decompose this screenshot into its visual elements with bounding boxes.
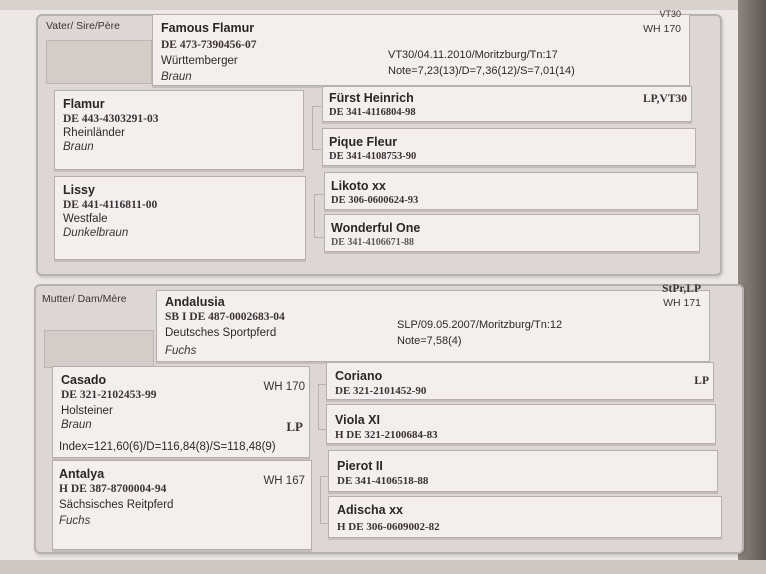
sire-dam-name: Lissy [63, 183, 95, 197]
sire-height: WH 170 [643, 23, 681, 35]
ss-sire-badge: LP,VT30 [643, 93, 687, 105]
sire-sire-breed: Rheinländer [63, 127, 126, 139]
ds-sire-badge: LP [694, 375, 709, 387]
sire-sire-name: Flamur [63, 97, 105, 111]
background-strip-bottom [0, 560, 766, 574]
dam-sire-badge: LP [286, 419, 303, 434]
sire-badge-top: VT30 [659, 9, 681, 19]
dam-sire-name: Casado [61, 373, 107, 387]
sd-sire-card [324, 172, 698, 210]
dam-sire-height: WH 170 [263, 381, 305, 393]
dd-dam-card [328, 496, 722, 538]
dam-test: SLP/09.05.2007/Moritzburg/Tn:12 [397, 319, 563, 331]
dam-sire-card [52, 366, 310, 458]
sire-dam-breed: Westfale [63, 213, 108, 225]
sd-sire-name: Likoto xx [331, 179, 386, 193]
ss-sire-card [322, 86, 692, 122]
dd-dam-reg: H DE 306-0609002-82 [337, 521, 440, 533]
sire-dam-reg: DE 441-4116811-00 [63, 199, 158, 211]
ds-sire-name: Coriano [335, 369, 383, 383]
dd-sire-name: Pierot II [337, 459, 383, 473]
sd-sire-reg: DE 306-0600624-93 [331, 195, 419, 206]
sire-dam-card [54, 176, 306, 260]
dam-dam-name: Antalya [59, 467, 105, 481]
ss-dam-name: Pique Fleur [329, 135, 398, 149]
sire-breed: Württemberger [161, 55, 238, 67]
dam-sire-reg: DE 321-2102453-99 [61, 389, 157, 401]
sd-dam-reg: DE 341-4106671-88 [331, 237, 415, 248]
dam-main-card [156, 283, 710, 362]
dam-scores: Note=7,58(4) [397, 335, 462, 347]
sire-test: VT30/04.11.2010/Moritzburg/Tn:17 [388, 49, 558, 61]
dam-dam-card [52, 460, 312, 550]
ds-sire-card [326, 362, 714, 400]
dam-dam-color: Fuchs [59, 515, 91, 527]
dam-color: Fuchs [165, 345, 197, 357]
sire-sire-card [54, 90, 304, 170]
dam-breed: Deutsches Sportpferd [165, 327, 277, 339]
ds-dam-card [326, 404, 716, 444]
dam-section-label: Mutter/ Dam/Mère [42, 293, 127, 305]
dam-sire-breed: Holsteiner [61, 405, 113, 417]
sire-section-label: Vater/ Sire/Père [46, 20, 120, 32]
dam-name: Andalusia [165, 295, 225, 309]
ss-dam-reg: DE 341-4108753-90 [329, 151, 417, 162]
dam-badge: StPr,LP [662, 283, 701, 295]
sire-left-block [46, 40, 152, 84]
dam-sire-color: Braun [61, 419, 92, 431]
dd-sire-card [328, 450, 718, 492]
sire-sire-connector [312, 106, 321, 150]
ss-sire-name: Fürst Heinrich [329, 91, 414, 105]
sire-main-card [152, 9, 690, 86]
ds-sire-reg: DE 321-2101452-90 [335, 385, 427, 397]
dam-dam-height: WH 167 [263, 475, 305, 487]
dd-sire-reg: DE 341-4106518-88 [337, 475, 429, 487]
dam-reg: SB I DE 487-0002683-04 [165, 311, 285, 323]
dd-dam-name: Adischa xx [337, 503, 404, 517]
sire-name: Famous Flamur [161, 21, 255, 35]
sire-dam-color: Dunkelbraun [63, 227, 129, 239]
sire-sire-reg: DE 443-4303291-03 [63, 113, 159, 125]
sd-dam-name: Wonderful One [331, 221, 421, 235]
sire-scores: Note=7,23(13)/D=7,36(12)/S=7,01(14) [388, 65, 575, 77]
ss-sire-reg: DE 341-4116804-98 [329, 107, 416, 118]
dam-height: WH 171 [663, 297, 701, 309]
dam-left-block [44, 330, 154, 368]
sd-dam-card [324, 214, 700, 252]
sire-color: Braun [161, 71, 192, 83]
sire-sire-color: Braun [63, 141, 94, 153]
ds-dam-reg: H DE 321-2100684-83 [335, 429, 438, 441]
ss-dam-card [322, 128, 696, 166]
sire-reg: DE 473-7390456-07 [161, 39, 257, 51]
dam-sire-index: Index=121,60(6)/D=116,84(8)/S=118,48(9) [59, 441, 276, 453]
dam-dam-reg: H DE 387-8700004-94 [59, 483, 167, 495]
ds-dam-name: Viola XI [335, 413, 380, 427]
dam-dam-breed: Sächsisches Reitpferd [59, 499, 174, 511]
sire-dam-connector [314, 194, 323, 238]
